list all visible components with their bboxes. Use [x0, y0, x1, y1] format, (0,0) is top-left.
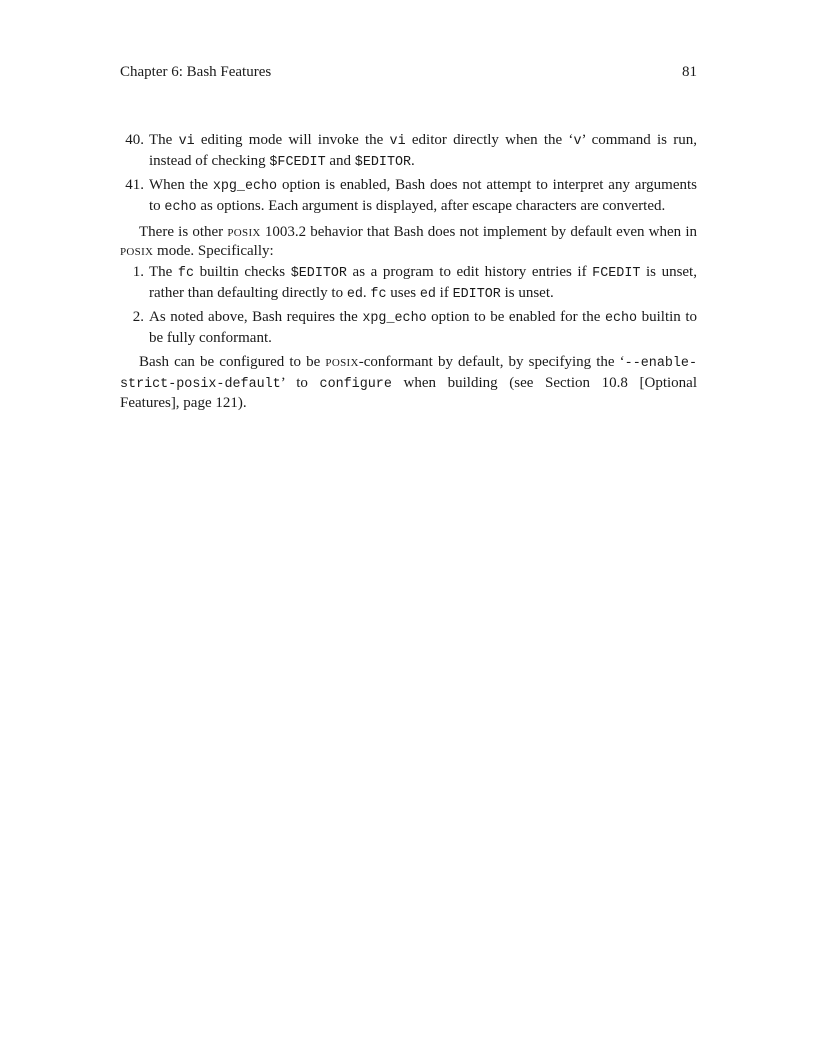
code-vi: vi — [178, 134, 195, 149]
list-item-2: 2. As noted above, Bash requires the xpg_echo option to be enabled for the echo builtin to be fully conformant. — [120, 308, 697, 347]
code-enable-strict-posix: --enable-strict-posix-default — [120, 356, 697, 392]
code-fc: fc — [177, 266, 194, 281]
paragraph-posix-behavior: There is other posix 1003.2 behavior that Bash does not implement by default even when in posix mode. Specifically: — [120, 224, 697, 259]
page-body — [120, 131, 697, 416]
code-vi: vi — [389, 134, 406, 149]
smallcaps-posix: posix — [120, 242, 154, 259]
code-echo: echo — [604, 311, 638, 326]
code-fcedit: FCEDIT — [592, 266, 641, 281]
code-xpg-echo: xpg_echo — [362, 311, 427, 326]
code-v: v — [573, 134, 582, 149]
code-ed: ed — [419, 286, 436, 302]
code-fc: fc — [370, 286, 387, 302]
list-item-41: 41. When the xpg_echo option is enabled, Bash does not attempt to interpret any arguments to echo as options. Each argument is displayed, after escape characters are converted. — [120, 176, 697, 217]
code-xpg-echo: xpg_echo — [212, 179, 278, 194]
list-item-40: 40. The vi editing mode will invoke the vi editor directly when the ‘v’ command is run, instead of checking $FCEDIT and $EDITOR. — [120, 131, 697, 172]
item-number: 41. — [125, 177, 144, 193]
code-editor: $EDITOR — [290, 266, 347, 281]
code-editor-var: EDITOR — [452, 286, 501, 302]
code-echo: echo — [164, 199, 197, 215]
item-number: 1. — [132, 264, 144, 280]
code-ed: ed — [346, 286, 363, 302]
code-configure: configure — [319, 376, 392, 392]
code-fcedit: $FCEDIT — [269, 154, 326, 170]
running-header — [120, 63, 697, 83]
code-editor: $EDITOR — [354, 154, 412, 170]
list-item-1: 1. The fc builtin checks $EDITOR as a program to edit history entries if FCEDIT is unset, rather than defaulting directly to ed. fc uses ed if EDITOR is unset. — [120, 263, 697, 304]
smallcaps-posix: posix — [227, 224, 261, 240]
smallcaps-posix: posix — [325, 354, 359, 370]
chapter-title: Chapter 6: Bash Features — [120, 64, 272, 80]
page-number: 81 — [682, 64, 697, 80]
paragraph-configure: Bash can be configured to be posix-conformant by default, by specifying the ‘--enable-strict-posix-default’ to configure when building (see Section 10.8 [Optional Features], page 121). — [120, 354, 697, 411]
item-number: 40. — [125, 132, 144, 148]
item-number: 2. — [132, 309, 144, 325]
unimplemented-list — [120, 263, 697, 347]
